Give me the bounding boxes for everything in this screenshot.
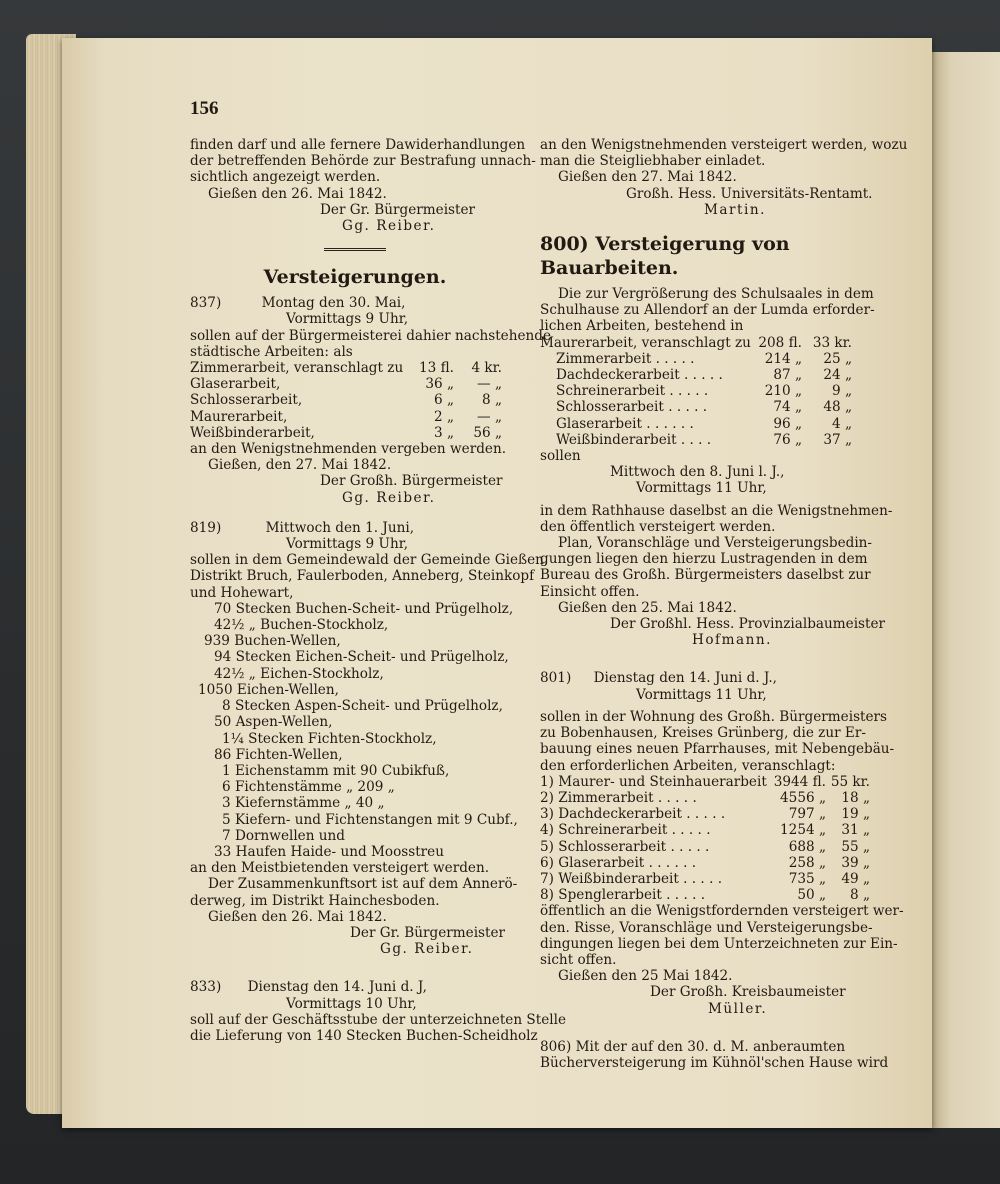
text-line: sollen in der Wohnung des Großh. Bürgermeisters (540, 708, 888, 725)
text-line: Schulhause zu Allendorf an der Lumda erforder- (540, 302, 875, 319)
text-line: und Hohewart, (190, 584, 294, 601)
text-line: finden darf und alle fernere Dawiderhandlungen (190, 137, 526, 153)
list-item: 8 Stecken Aspen-Scheit- und Prügelholz, (222, 698, 503, 715)
text-line: sichtlich angezeigt werden. (190, 169, 381, 186)
notice-day: Dienstag den 14. Juni d. J, (247, 979, 427, 996)
table-row: Glaserarbeit, 36 „ — „ (190, 376, 502, 393)
notice-date: Gießen den 25. Mai 1842. (558, 599, 737, 616)
list-item: 3 Kiefernstämme „ 40 „ (222, 795, 385, 812)
text-line: den erforderlichen Arbeiten, veranschlagt: (540, 757, 836, 774)
section-heading: Versteigerungen. (263, 266, 447, 289)
list-item: 42½ „ Eichen-Stockholz, (214, 665, 384, 682)
notice-time: Vormittags 10 Uhr, (286, 995, 417, 1012)
text-line: Einsicht offen. (540, 583, 640, 600)
notice-number: 801) (540, 670, 572, 687)
notice-837 (190, 295, 520, 311)
text-line: Bureau des Großh. Bürgermeisters daselbst zur (540, 567, 871, 584)
text-line: den. Risse, Voranschläge und Versteigerungsbe- (540, 919, 873, 936)
table-row: 7) Weißbinderarbeit . . . . . 735 „ 49 „ (540, 870, 870, 887)
table-row: Schlosserarbeit, 6 „ 8 „ (190, 392, 502, 409)
list-item: 1¼ Stecken Fichten-Stockholz, (222, 730, 437, 747)
notice-time: Vormittags 11 Uhr, (636, 686, 767, 703)
text-line: sollen in dem Gemeindewald der Gemeinde Gießen, (190, 552, 549, 569)
list-item: 33 Haufen Haide- und Moosstreu (214, 843, 444, 860)
list-item: 1 Eichenstamm mit 90 Cubikfuß, (222, 762, 450, 779)
list-item: 939 Buchen-Wellen, (204, 633, 341, 650)
text-line: derweg, im Distrikt Hainchesboden. (190, 892, 440, 909)
right-column (540, 137, 908, 1071)
list-item: 6 Fichtenstämme „ 209 „ (222, 779, 395, 796)
text-line: an den Meistbietenden versteigert werden. (190, 860, 490, 877)
notice-801 (540, 670, 872, 686)
text-line: der betreffenden Behörde zur Bestrafung unnach- (190, 153, 536, 170)
text-line: die Lieferung von 140 Stecken Buchen-Scheidholz (190, 1027, 538, 1044)
table-row: 5) Schlosserarbeit . . . . . 688 „ 55 „ (540, 838, 870, 855)
notice-time: Vormittags 9 Uhr, (286, 536, 409, 553)
table-row: Maurerarbeit, 2 „ — „ (190, 408, 502, 425)
text-line: bauung eines neuen Pfarrhauses, mit Nebengebäu- (540, 741, 895, 758)
notice-date: Gießen den 26. Mai 1842. (208, 185, 387, 202)
notice-time: Vormittags 11 Uhr, (636, 480, 767, 497)
notice-number: 837) (190, 295, 222, 312)
cost-table-837 (190, 360, 502, 441)
signature-title: Der Gr. Bürgermeister (320, 201, 476, 218)
list-item: 42½ „ Buchen-Stockholz, (214, 617, 389, 634)
table-row: Dachdeckerarbeit . . . . . 87 „ 24 „ (556, 367, 852, 384)
signature-name: Gg. Reiber. (380, 941, 474, 958)
notice-date: Gießen den 25 Mai 1842. (558, 968, 733, 985)
list-item: 86 Fichten-Wellen, (214, 746, 343, 763)
notice-day: Dienstag den 14. Juni d. J., (593, 670, 777, 687)
text-line: an den Wenigstnehmenden vergeben werden. (190, 441, 507, 458)
signature-name: Martin. (704, 201, 766, 218)
text-line: in dem Rathhause daselbst an die Wenigstnehmen- (540, 502, 893, 519)
list-item: 7 Dornwellen und (222, 827, 346, 844)
list-item: 5 Kiefern- und Fichtenstangen mit 9 Cubf., (222, 811, 518, 828)
signature-name: Gg. Reiber. (342, 218, 436, 235)
section-divider (324, 248, 386, 251)
text-line: Die zur Vergrößerung des Schulsaales in dem (558, 286, 874, 303)
table-row: 8) Spenglerarbeit . . . . . 50 „ 8 „ (540, 887, 870, 904)
table-row: 6) Glaserarbeit . . . . . . 258 „ 39 „ (540, 854, 870, 871)
text-line: öffentlich an die Wenigstfordernden versteigert wer- (540, 903, 904, 920)
table-row: Maurerarbeit, veranschlagt zu 208 fl. 33 kr. (540, 334, 852, 351)
text-line: 806) Mit der auf den 30. d. M. anberaumten (540, 1038, 846, 1055)
text-line: zu Bobenhausen, Kreises Grünberg, die zur Er- (540, 725, 866, 742)
list-item: 50 Aspen-Wellen, (214, 714, 333, 731)
notice-day: Mittwoch den 8. Juni l. J., (610, 464, 785, 481)
text-line: dingungen liegen bei dem Unterzeichneten zur Ein- (540, 935, 898, 952)
table-row: Weißbinderarbeit, 3 „ 56 „ (190, 424, 502, 441)
notice-day: Mittwoch den 1. Juni, (265, 519, 415, 536)
list-item: 94 Stecken Eichen-Scheit- und Prügelholz, (214, 649, 509, 666)
text-line: Plan, Voranschläge und Versteigerungsbedin- (558, 535, 873, 552)
notice-819 (190, 520, 520, 536)
notice-time: Vormittags 9 Uhr, (286, 311, 409, 328)
signature-title: Der Gr. Bürgermeister (350, 924, 506, 941)
facing-page-edge (930, 52, 1000, 1128)
signature-title: Großh. Hess. Universitäts-Rentamt. (626, 185, 873, 202)
text-line: an den Wenigstnehmenden versteigert werden, wozu (540, 137, 908, 153)
notice-date: Gießen, den 27. Mai 1842. (208, 457, 392, 474)
text-line: Distrikt Bruch, Faulerboden, Anneberg, Steinkopf (190, 568, 535, 585)
table-row: Glaserarbeit . . . . . . 96 „ 4 „ (556, 415, 852, 432)
signature-name: Hofmann. (692, 632, 772, 649)
notice-833 (190, 979, 520, 995)
text-line: sollen (540, 448, 581, 465)
text-line: Bücherversteigerung im Kühnöl'schen Hause wird (540, 1054, 889, 1071)
table-row: Schreinerarbeit . . . . . 210 „ 9 „ (556, 383, 852, 400)
signature-title: Der Großhl. Hess. Provinzialbaumeister (610, 616, 886, 633)
table-row: 2) Zimmerarbeit . . . . . 4556 „ 18 „ (540, 789, 870, 806)
notice-number: 833) (190, 979, 222, 996)
text-line: sicht offen. (540, 951, 617, 968)
page-number: 156 (190, 98, 219, 119)
list-item: 70 Stecken Buchen-Scheit- und Prügelholz, (214, 600, 514, 617)
text-line: man die Steigliebhaber einladet. (540, 153, 766, 170)
text-line: städtische Arbeiten: als (190, 343, 353, 360)
table-row: Zimmerarbeit . . . . . 214 „ 25 „ (556, 350, 852, 367)
notice-date: Gießen den 27. Mai 1842. (558, 169, 737, 186)
cost-table-800 (540, 335, 852, 448)
signature-name: Gg. Reiber. (342, 489, 436, 506)
text-line: soll auf der Geschäftsstube der unterzeichneten Stelle (190, 1011, 566, 1028)
signature-title: Der Großh. Kreisbaumeister (650, 984, 846, 1001)
text-line: lichen Arbeiten, bestehend in (540, 318, 744, 335)
table-row: 1) Maurer- und Steinhauerarbeit 3944 fl. 55 kr. (540, 773, 870, 790)
text-line: sollen auf der Bürgermeisterei dahier nachstehende (190, 327, 552, 344)
notice-date: Gießen den 26. Mai 1842. (208, 908, 387, 925)
notice-number: 819) (190, 519, 222, 536)
list-item: 1050 Eichen-Wellen, (198, 681, 339, 698)
text-line: Der Zusammenkunftsort ist auf dem Annerö- (208, 876, 518, 893)
signature-name: Müller. (708, 1000, 768, 1017)
cost-table-801 (540, 774, 870, 904)
table-row: 4) Schreinerarbeit . . . . . 1254 „ 31 „ (540, 822, 870, 839)
text-line: gungen liegen den hierzu Lustragenden in dem (540, 551, 868, 568)
table-row: Zimmerarbeit, veranschlagt zu 13 fl. 4 kr. (190, 360, 502, 377)
table-row: Weißbinderarbeit . . . . 76 „ 37 „ (556, 431, 852, 448)
signature-title: Der Großh. Bürgermeister (320, 473, 503, 490)
table-row: 3) Dachdeckerarbeit . . . . . 797 „ 19 „ (540, 806, 870, 823)
notice-800-heading: 800) Versteigerung von Bauarbeiten. (540, 233, 790, 280)
notice-day: Montag den 30. Mai, (261, 295, 406, 312)
text-line: den öffentlich versteigert werden. (540, 518, 776, 535)
table-row: Schlosserarbeit . . . . . 74 „ 48 „ (556, 399, 852, 416)
